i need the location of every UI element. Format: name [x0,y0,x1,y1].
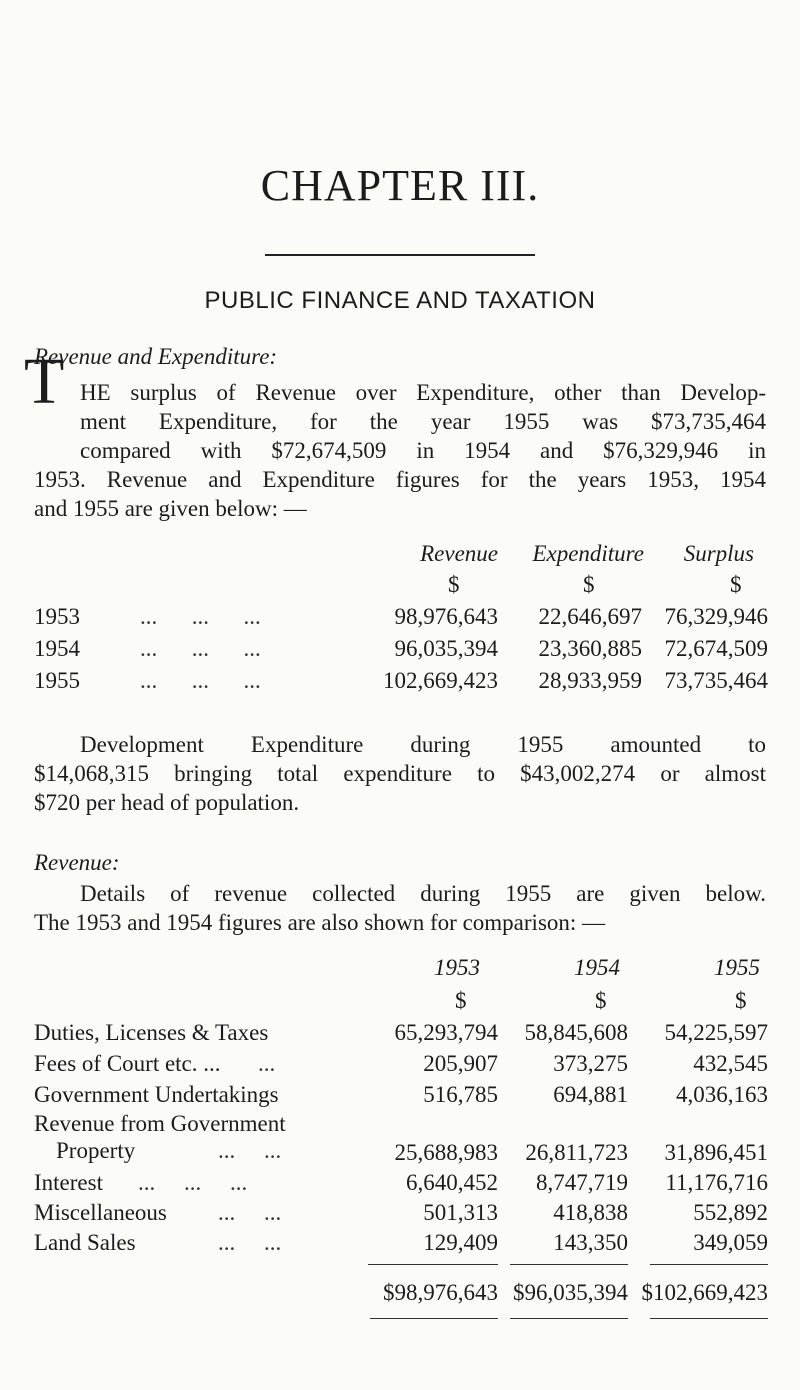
table1-row-year: 1954 [34,636,80,661]
para2-line1: Development Expenditure during 1955 amounted to [80,732,766,757]
para1-line1: HE surplus of Revenue over Expenditure, other than Develop- [80,380,766,405]
table2-cell-1954: 58,845,608 [524,1020,628,1045]
total-rule-1954 [510,1264,628,1265]
total-rule-1953 [368,1264,498,1265]
table2-cell-1953: 65,293,794 [394,1020,498,1045]
para1-line2: ment Expenditure, for the year 1955 was $73,735,464 [80,409,766,434]
table2-cell-1955: 11,176,716 [665,1170,768,1195]
table2-row-leader-dots: ... ... [218,1230,282,1255]
table1-row-revenue: 102,669,423 [383,668,498,693]
para2-line3: $720 per head of population. [34,790,300,815]
table2-cell-1954: 373,275 [553,1051,628,1076]
para3-line1: Details of revenue collected during 1955 are given below. [80,881,766,906]
table2-cell-1955: 552,892 [693,1200,768,1225]
table2-cell-1953: 205,907 [423,1051,498,1076]
table1-row-revenue: 98,976,643 [394,604,498,629]
table2-row-label: Revenue from Government [34,1111,286,1136]
table1-unit-revenue: $ [448,572,460,597]
table2-cell-1953: 516,785 [423,1082,498,1107]
drop-cap: T [24,345,65,418]
table2-cell-1954: 26,811,723 [525,1140,628,1165]
table2-row-leader-dots: ... ... [218,1138,282,1163]
table2-row-leader-dots: ... ... [218,1200,282,1225]
table2-cell-1955: 4,036,163 [676,1082,768,1107]
table2-row-leader-dots: ... [258,1051,276,1076]
table1-row-year: 1955 [34,668,80,693]
para1-line5: and 1955 are given below: — [34,496,307,521]
table2-cell-1955: 31,896,451 [664,1140,768,1165]
table1-row-leader-dots: ... ... ... [140,668,261,693]
table1-row-leader-dots: ... ... ... [140,604,261,629]
subheading-revenue: Revenue: [34,850,120,875]
chapter-heading: CHAPTER III. [260,161,540,210]
section-title: PUBLIC FINANCE AND TAXATION [204,287,596,314]
table2-cell-1953: 501,313 [423,1200,498,1225]
para2-line2: $14,068,315 bringing total expenditure to $43,002,274 or almost [34,761,766,786]
table1-row-surplus: 72,674,509 [664,636,768,661]
total-underline-1953 [370,1318,498,1319]
table1-unit-expenditure: $ [583,572,595,597]
table1-header-revenue: Revenue [420,541,498,566]
table1-header-expenditure: Expenditure [532,541,644,566]
table1-row-expenditure: 22,646,697 [538,604,642,629]
table2-row-label: Duties, Licenses & Taxes [34,1020,269,1045]
table2-row-label: Fees of Court etc. ... [34,1051,221,1076]
table2-row-label: Miscellaneous [34,1200,167,1225]
table2-cell-1955: 54,225,597 [664,1020,768,1045]
table1-row-surplus: 73,735,464 [664,668,768,693]
heading-divider [265,254,535,256]
table2-unit-1955: $ [735,988,747,1013]
para1-line4: 1953. Revenue and Expenditure figures for the years 1953, 1954 [34,467,766,492]
table2-header-1955: 1955 [714,955,760,980]
subheading-revenue-and-expenditure: Revenue and Expenditure: [34,344,278,369]
table1-row-year: 1953 [34,604,80,629]
total-underline-1955 [650,1318,768,1319]
table2-cell-1954: 143,350 [553,1230,628,1255]
table2-header-1953: 1953 [434,955,480,980]
table1-unit-surplus: $ [730,572,742,597]
table2-cell-1955: 349,059 [693,1230,768,1255]
table2-row-label: Government Undertakings [34,1082,279,1107]
table2-unit-1953: $ [455,988,467,1013]
table2-row-label-continued: Property [56,1138,136,1163]
table1-row-revenue: 96,035,394 [394,636,498,661]
table2-row-label: Interest [34,1170,103,1195]
total-underline-1954 [510,1318,628,1319]
table2-unit-1954: $ [595,988,607,1013]
table2-row-label: Land Sales [34,1230,136,1255]
table2-cell-1953: 129,409 [423,1230,498,1255]
table1-row-expenditure: 23,360,885 [538,636,642,661]
table2-cell-1953: 6,640,452 [406,1170,498,1195]
table2-header-1954: 1954 [574,955,620,980]
table1-header-surplus: Surplus [683,541,754,566]
table1-row-expenditure: 28,933,959 [538,668,642,693]
table2-total-1953: $98,976,643 [383,1280,498,1305]
table1-row-leader-dots: ... ... ... [140,636,261,661]
para1-line3: compared with $72,674,509 in 1954 and $76,329,946 in [80,438,766,463]
table1-row-surplus: 76,329,946 [664,604,768,629]
table2-cell-1954: 418,838 [553,1200,628,1225]
table2-total-1955: $102,669,423 [641,1280,768,1305]
para3-line2: The 1953 and 1954 figures are also shown for comparison: — [34,910,606,935]
table2-cell-1955: 432,545 [693,1051,768,1076]
total-rule-1955 [650,1264,768,1265]
table2-total-1954: $96,035,394 [513,1280,628,1305]
table2-cell-1954: 8,747,719 [536,1170,628,1195]
table2-row-leader-dots: ... ... ... [138,1170,248,1195]
table2-cell-1953: 25,688,983 [394,1140,498,1165]
table2-cell-1954: 694,881 [553,1082,628,1107]
